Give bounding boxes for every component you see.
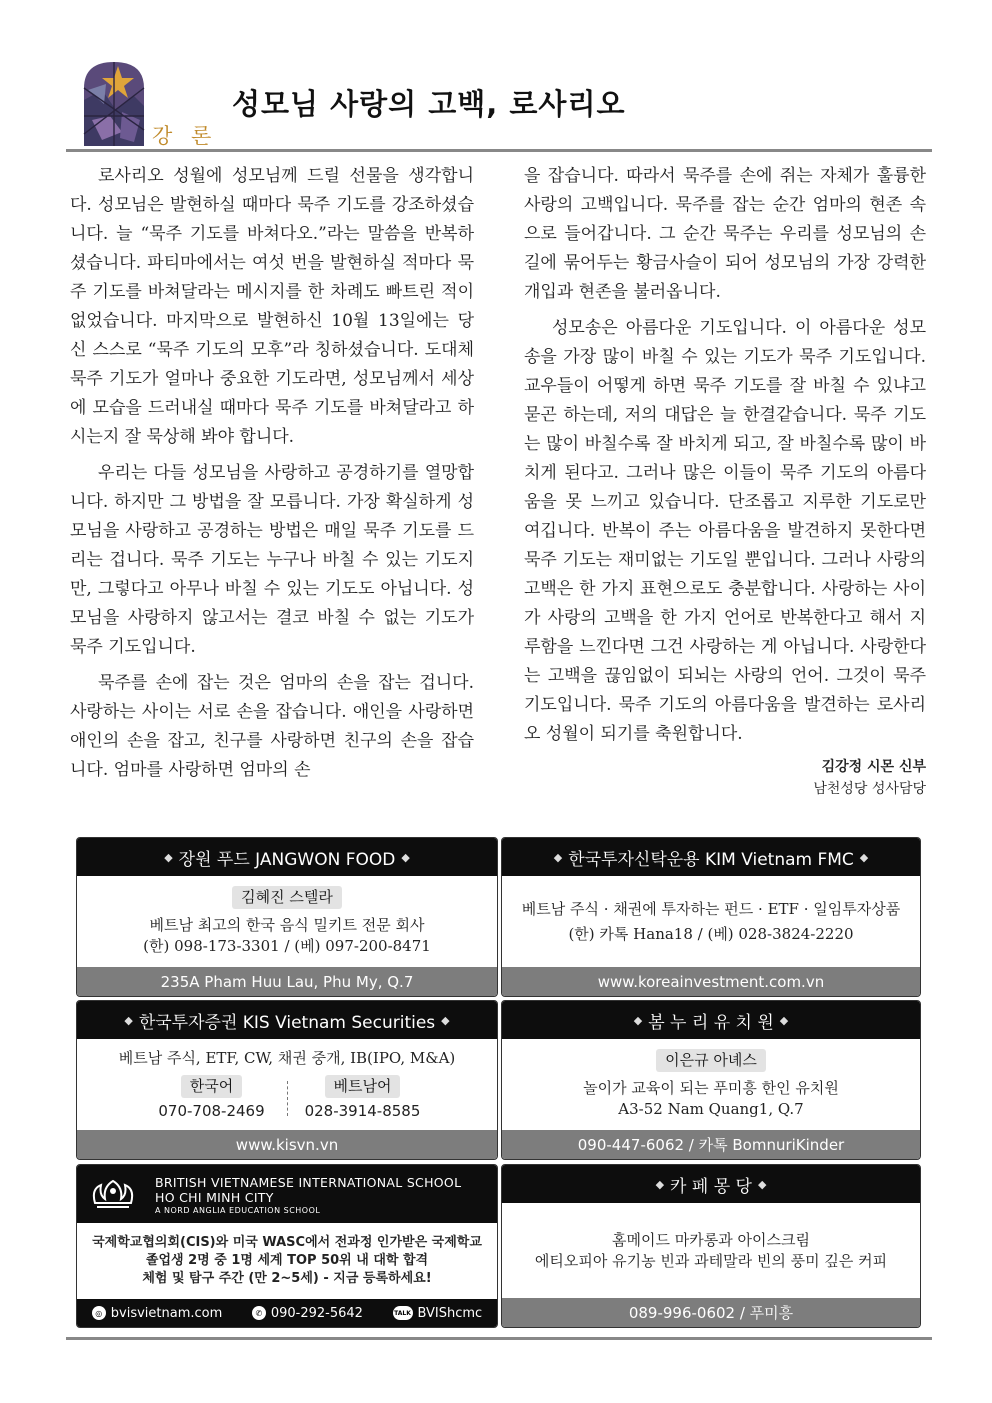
ad-bomnuri-kindergarten[interactable] [501,1000,921,1160]
ad-bvis-school[interactable] [76,1164,498,1328]
author-role: 남천성당 성사담당 [813,781,926,797]
school-name: BRITISH VIETNAMESE INTERNATIONAL SCHOOL [155,1175,462,1190]
diamond-icon: ◆ [779,1013,789,1027]
article-left-column [70,162,474,792]
school-network: A NORD ANGLIA EDUCATION SCHOOL [155,1206,321,1215]
diamond-icon: ◆ [441,1013,450,1027]
ad-website-link[interactable]: www.koreainvestment.com.vn [502,967,920,996]
ad-header [77,1165,497,1223]
ad-website-link[interactable]: www.kisvn.vn [77,1130,497,1159]
phone-number[interactable]: 090-292-5642 [270,1305,363,1321]
ad-description: 체험 및 탐구 주간 (만 2~5세) - 지금 등록하세요! [142,1271,432,1286]
vietnamese-label: 베트남어 [325,1075,401,1098]
ad-title: 봄 누 리 유 치 원 [648,1012,774,1033]
kakao-item[interactable] [393,1306,483,1321]
school-city: HO CHI MINH CITY [155,1190,274,1205]
vietnamese-phone: 028-3914-8585 [304,1101,421,1120]
ad-description: 베트남 주식, ETF, CW, 채권 중개, IB(IPO, M&A) [118,1048,456,1067]
header-divider [66,149,932,152]
ad-header [77,1001,497,1039]
website-item[interactable] [92,1306,223,1321]
ad-header [502,1165,920,1203]
phone-item[interactable] [252,1306,363,1321]
ad-title: 한국투자신탁운용 KIM Vietnam FMC [568,849,854,870]
diamond-icon: ◆ [401,850,410,864]
ad-description: 베트남 최고의 한국 음식 밀키트 전문 회사 [149,916,425,934]
ad-header [502,838,920,876]
crown-logo-icon [89,1175,137,1213]
diamond-icon: ◆ [859,850,869,864]
diamond-icon: ◆ [164,850,173,864]
korean-label: 한국어 [181,1075,242,1098]
ad-title: 장원 푸드 JANGWON FOOD [178,849,396,870]
kakao-id[interactable]: BVIShcmc [417,1305,483,1321]
diamond-icon: ◆ [633,1013,643,1027]
ad-header [502,1001,920,1039]
section-label: 강 론 [152,124,218,148]
website-link[interactable]: bvisvietnam.com [110,1305,223,1321]
ad-address: A3-52 Nam Quang1, Q.7 [618,1100,804,1118]
kakaotalk-icon: TALK [393,1306,413,1320]
ad-description: 베트남 주식 · 채권에 투자하는 펀드 · ETF · 일임투자상품 [521,899,901,918]
article-right-column [524,162,926,800]
ad-description: 졸업생 2명 중 1명 세계 TOP 50위 내 대학 합격 [145,1253,429,1268]
ad-kis-vietnam-securities[interactable] [76,1000,498,1160]
diamond-icon: ◆ [553,850,563,864]
ad-title: 한국투자증권 KIS Vietnam Securities [138,1012,436,1033]
ad-description: 놀이가 교육이 되는 푸미흥 한인 유치원 [583,1079,839,1097]
article-paragraph: 묵주를 손에 잡는 것은 엄마의 손을 잡는 겁니다. 사랑하는 사이는 서로 손을 잡습니다. 애인을 사랑하면 애인의 손을 잡고, 친구를 사랑하면 친구의 손을 잡습니다. 엄마를 사랑하면 엄마의 손 [70,673,474,780]
contact-name: 김혜진 스텔라 [232,886,342,909]
contact-name: 이은규 아녜스 [656,1049,766,1072]
diamond-icon: ◆ [124,1013,133,1027]
korean-phone: 070-708-2469 [158,1101,265,1120]
author-name: 김강정 시몬 신부 [821,759,926,775]
article-paragraph: 로사리오 성월에 성모님께 드릴 선물을 생각합니다. 성모님은 발현하실 때마다 묵주 기도를 강조하셨습니다. 늘 “묵주 기도를 바쳐다오.”라는 말씀을 반복하셨습니다. 파티마에서는 여섯 번을 발현하실 적마다 묵주 기도를 바쳐달라는 메시지를 한 차례도 빠트린 적이 없었습니다. 마지막으로 발현하신 10월 13일에는 당신 스스로 “묵주 기도의 모후”라 칭하셨습니다. 도대체 묵주 기도가 얼마나 중요한 기도라면, 성모님께서 세상에 모습을 드러내실 때마다 묵주 기도를 바쳐달라고 하시는지 잘 묵상해 봐야 합니다. [70,166,474,447]
ad-description: 홈메이드 마카롱과 아이스크림 [612,1230,810,1249]
diamond-icon: ◆ [757,1177,767,1191]
ad-phones: (한) 098-173-3301 / (베) 097-200-8471 [143,937,431,955]
diamond-icon: ◆ [655,1177,665,1191]
stained-glass-emblem [82,60,146,146]
ad-contact-footer: 090-447-6062 / 카톡 BomnuriKinder [502,1130,920,1159]
ad-contact-bar [77,1299,497,1327]
ad-header [77,838,497,876]
phone-icon: ✆ [252,1306,266,1320]
article-paragraph: 우리는 다들 성모님을 사랑하고 공경하기를 열망합니다. 하지만 그 방법을 잘 모릅니다. 가장 확실하게 성모님을 사랑하고 공경하는 방법은 매일 묵주 기도를 드리는 겁니다. 묵주 기도는 누구나 바칠 수 있는 기도지만, 그렇다고 아무나 바칠 수 있는 기도도 아닙니다. 성모님을 사랑하지 않고서는 결코 바칠 수 없는 기도가 묵주 기도입니다. [70,463,474,657]
ad-title: 카 페 몽 당 [670,1176,752,1197]
article-paragraph: 을 잡습니다. 따라서 묵주를 손에 쥐는 자체가 훌륭한 사랑의 고백입니다. 묵주를 잡는 순간 엄마의 현존 속으로 들어갑니다. 그 순간 묵주는 우리를 성모님의 손길에 묶어두는 황금사슬이 되어 성모님의 가장 강력한 개입과 현존을 불러옵니다. [524,166,926,302]
ad-cafe-mongdang[interactable] [501,1164,921,1328]
ad-jangwon-food[interactable] [76,837,498,997]
ad-description: 국제학교협의회(CIS)와 미국 WASC에서 전과정 인가받은 국제학교 [92,1235,482,1250]
ad-kim-vietnam-fmc[interactable] [501,837,921,997]
ad-description: 에티오피아 유기농 빈과 과테말라 빈의 풍미 깊은 커피 [534,1251,888,1270]
ad-phones: (한) 카톡 Hana18 / (베) 028-3824-2220 [568,924,854,943]
ad-address: 235A Pham Huu Lau, Phu My, Q.7 [77,967,497,996]
author-signature [524,756,926,800]
ad-contact-footer: 089-996-0602 / 푸미흥 [502,1298,920,1327]
footer-divider [66,1337,932,1340]
article-paragraph: 성모송은 아름다운 기도입니다. 이 아름다운 성모송을 가장 많이 바칠 수 있는 기도가 묵주 기도입니다. 교우들이 어떻게 하면 묵주 기도를 잘 바칠 수 있냐고 묻곤 하는데, 저의 대답은 늘 한결같습니다. 묵주 기도는 많이 바칠수록 잘 바치게 되고, 잘 바칠수록 많이 바치게 된다고. 그러나 많은 이들이 묵주 기도의 아름다움을 못 느끼고 있습니다. 단조롭고 지루한 기도로만 여깁니다. 반복이 주는 아름다움을 발견하지 못한다면 묵주 기도는 재미없는 기도일 뿐입니다. 그러나 사랑의 고백은 한 가지 표현으로도 충분합니다. 사랑하는 사이가 사랑의 고백을 한 가지 언어로 반복한다고 해서 지루함을 느낀다면 그건 사랑하는 게 아닙니다. 사랑한다는 고백을 끊임없이 되뇌는 사랑의 언어. 그것이 묵주 기도입니다. 묵주 기도의 아름다움을 발견하는 로사리오 성월이 되기를 축원합니다. [524,318,926,744]
globe-icon: ◎ [92,1306,106,1320]
page-title: 성모님 사랑의 고백, 로사리오 [232,87,626,121]
